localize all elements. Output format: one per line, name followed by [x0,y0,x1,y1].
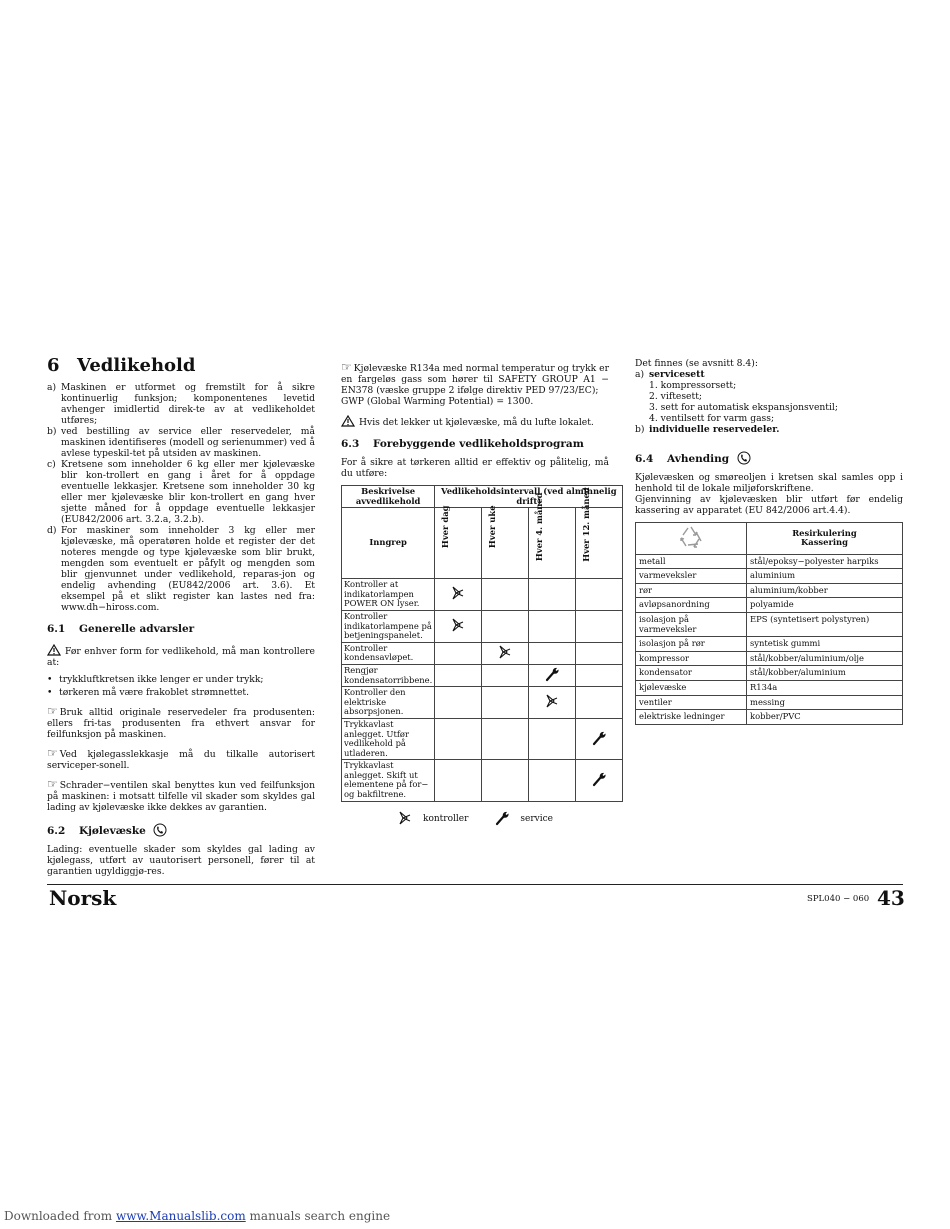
legend-label: kontroller [423,814,469,825]
material-cell: messing [747,695,903,710]
interval-cell [576,687,623,719]
list-text: ved bestilling av service eller reservedeler, må maskinen identifiseres (modell og serienummer) ved å avlese typeskil-tet på utsiden av maskinen. [61,426,315,459]
table-row [342,610,623,642]
table-row [342,642,623,664]
interval-cell [576,579,623,611]
list-title: servicesett [649,369,705,380]
info-note [341,362,609,407]
interval-cell [435,687,482,719]
interval-cell [482,664,529,686]
table-row [342,664,623,686]
interval-cell [482,687,529,719]
column-middle [341,356,617,830]
interval-header [482,505,529,579]
list-title: individuelle reservedeler. [649,424,780,435]
list-label: b) [47,426,57,437]
list-label: b) [635,424,645,435]
component-cell: elektriske ledninger [636,710,747,725]
footer-model: SPL040 − 060 [807,894,870,904]
task-cell: Kontroller at indikatorlampen POWER ON lyser. [342,579,435,611]
table-row [636,666,903,681]
interval-cell [576,664,623,686]
table-row [636,612,903,636]
phone-icon [153,823,167,837]
list-item [635,424,903,435]
sub-list [635,380,903,424]
material-cell: stål/epoksy−polyester harpiks [747,554,903,569]
pointing-hand-icon: ☞ [47,746,58,760]
check-icon [497,652,513,662]
intro-list [47,382,315,613]
subsection-title: Generelle advarsler [79,623,195,635]
note-text: Schrader−ventilen skal benyttes kun ved feilfunksjon på maskinen: i motsatt tilfelle vil skader som skyldes gal lading av kjølevæske ikke dekkes av garantien. [47,780,315,813]
subsection-title: Kjølevæske [79,825,146,837]
interval-header [529,492,576,579]
component-cell: kondensator [636,666,747,681]
list-item [47,426,315,459]
table-row [342,687,623,719]
list-item [47,459,315,525]
table-row [636,554,903,569]
refrigerant-text: Lading: eventuelle skader som skyldes gal lading av kjølegass, utført av uautorisert personell, fører til at garantien ugyldiggjø-res. [47,844,315,877]
download-suffix: manuals search engine [249,1209,391,1223]
list-label: d) [47,525,57,536]
warning-note [341,415,609,428]
warning-text: Hvis det lekker ut kjølevæske, må du lufte lokalet. [359,417,594,428]
phone-icon [737,451,751,465]
interval-cell [435,760,482,801]
sub-list-item: 2. viftesett; [649,391,702,402]
disposal-text: Gjenvinning av kjølevæsken blir utført før endelig kassering av apparatet (EU 842/2006 art.4.4). [635,494,903,516]
table-header [747,523,903,555]
table-row [342,579,623,611]
list-item [635,369,903,380]
column-left [47,356,315,883]
table-row [636,637,903,652]
check-icon [450,625,466,635]
interval-label: Hver 12. måned [581,487,592,562]
list-item [47,525,315,613]
interval-cell [482,760,529,801]
material-cell: R134a [747,680,903,695]
subsection-heading-6-1 [47,623,315,636]
list-text: Kretsene som inneholder 6 kg eller mer kjølevæske blir kon-trollert en gang i året for å oppdage eventuelle lekkasjer. Kretsene som inneholder 30 kg eller mer kjølevæske blir kon-trollert en gang hver sjette måned for å oppdage eventuelle lekkasjer (EU842/2006 art. 3.2.a, 3.2.b). [61,459,315,525]
section-heading [47,356,315,376]
list-item [47,382,315,426]
info-note [47,748,315,771]
table-row [342,760,623,801]
table-row [636,583,903,598]
subsection-number: 6.1 [47,623,66,635]
bullet-list [47,674,315,698]
interval-cell [482,610,529,642]
subsection-heading-6-3 [341,438,609,451]
section-title: Vedlikehold [77,355,196,376]
task-cell: Rengjør kondensatorribbene. [342,664,435,686]
table-row [342,718,623,759]
note-text: Bruk alltid originale reservedeler fra produsenten: ellers fri-tas produsenten fra ethvert ansvar for feilfunksjon på maskinen. [47,707,315,740]
subsection-number: 6.3 [341,438,360,450]
warning-note [47,644,315,668]
interval-cell [529,687,576,719]
interval-cell [482,579,529,611]
component-cell: kompressor [636,651,747,666]
info-note [47,706,315,740]
interval-cell [576,610,623,642]
warning-icon [47,644,61,656]
component-cell: avløpsanordning [636,598,747,613]
subsection-title: Avhending [667,453,730,465]
component-cell: isolasjon på rør [636,637,747,652]
subsection-heading-6-4 [635,451,903,466]
warning-icon [341,415,355,427]
interval-header [576,487,623,579]
download-notice [4,1209,390,1223]
legend [341,810,609,830]
material-cell: aluminium/kobber [747,583,903,598]
interval-label: Hver 4. måned [534,492,545,562]
note-text: Ved kjølegasslekkasje må du tilkalle autorisert serviceper-sonell. [47,749,315,771]
material-cell: polyamide [747,598,903,613]
table-row [636,651,903,666]
header-line: Resirkulering [792,527,857,538]
material-cell: EPS (syntetisert polystyren) [747,612,903,636]
check-icon [397,810,413,830]
check-icon [450,593,466,603]
material-cell: syntetisk gummi [747,637,903,652]
pointing-hand-icon: ☞ [47,704,58,718]
interval-cell [482,642,529,664]
interval-cell [529,664,576,686]
task-cell: Trykkavlast anlegget. Skift ut elementene på for− og bakfiltrene. [342,760,435,801]
interval-cell [576,760,623,801]
material-cell: stål/kobber/aluminium [747,666,903,681]
list-text: For maskiner som inneholder 3 kg eller mer kjølevæske, må operatøren holde et register der det noteres mengde og type kjølevæske som blir brukt, mengden som eventuelt er påfylt og mengden som blir gjenvunnet under vedlikehold, reparas-jon og endelig avhending (EU842/2006 art. 3.6). Et eksempel på et slikt register kan lastes ned fra: www.dh−hiross.com. [61,525,315,613]
interval-cell [529,718,576,759]
column-right [635,356,903,725]
subsection-number: 6.4 [635,453,654,465]
footer-language: Norsk [49,886,117,910]
recycle-icon [677,524,705,550]
wrench-icon [591,738,607,748]
maintenance-table [341,485,623,802]
sub-list-item: 3. sett for automatisk ekspansjonsventil; [649,402,838,413]
interval-label: Hver dag [440,505,451,548]
info-note [47,779,315,813]
note-text: Kjølevæske R134a med normal temperatur og trykk er en fargeløs gass som hører til SAFETY GROUP A1 − EN378 (væske gruppe 2 ifølge direktiv PED 97/23/EC); [341,363,609,396]
interval-label: Hver uke [487,505,498,549]
subsection-heading-6-2 [47,823,315,838]
table-header: Beskrivelse avvedlikehold [342,486,435,508]
interval-cell [435,664,482,686]
table-row [636,569,903,584]
check-icon [544,701,560,711]
manualslib-link[interactable]: www.Manualslib.com [115,1209,246,1223]
interval-header [435,505,482,579]
recycle-icon-cell [636,523,747,555]
material-cell: kobber/PVC [747,710,903,725]
spare-parts-intro: Det finnes (se avsnitt 8.4): [635,358,758,369]
component-cell: isolasjon på varmeveksler [636,612,747,636]
wrench-icon [494,810,510,830]
sub-list-item: 4. ventilsett for varm gass; [649,413,775,424]
list-item: • trykkluftkretsen ikke lenger er under trykk; [47,674,315,685]
subsection-title: Forebyggende vedlikeholdsprogram [373,438,584,450]
task-cell: Kontroller den elektriske absorpsjonen. [342,687,435,719]
list-item: • tørkeren må være frakoblet strømnettet. [47,687,315,698]
table-header: Inngrep [342,508,435,579]
footer-rule [47,884,903,885]
material-cell: stål/kobber/aluminium/olje [747,651,903,666]
component-cell: kjølevæske [636,680,747,695]
table-row [636,598,903,613]
interval-cell [435,642,482,664]
note-text: GWP (Global Warming Potential) = 1300. [341,396,534,407]
legend-label: service [520,814,553,825]
page-number: 43 [877,886,905,910]
interval-cell [529,610,576,642]
interval-cell [435,718,482,759]
task-cell: Kontroller indikatorlampene på betjeningspanelet. [342,610,435,642]
pointing-hand-icon: ☞ [47,777,58,791]
wrench-icon [544,674,560,684]
maintenance-intro: For å sikre at tørkeren alltid er effektiv og pålitelig, må du utføre: [341,457,609,479]
subsection-number: 6.2 [47,825,66,837]
table-row [636,695,903,710]
component-cell: ventiler [636,695,747,710]
list-label: a) [47,382,57,393]
table-row [636,710,903,725]
interval-cell [529,760,576,801]
interval-cell [482,718,529,759]
component-cell: varmeveksler [636,569,747,584]
table-row [636,680,903,695]
disposal-text: Kjølevæsken og smøreoljen i kretsen skal samles opp i henhold til de lokale miljøforskriftene. [635,472,903,494]
section-number: 6 [47,355,60,376]
component-cell: metall [636,554,747,569]
pointing-hand-icon: ☞ [341,360,352,374]
sub-list-item: 1. kompressorsett; [649,380,737,391]
task-cell: Kontroller kondensavløpet. [342,642,435,664]
header-line: Kassering [800,537,848,548]
material-cell: aluminium [747,569,903,584]
interval-cell [435,579,482,611]
wrench-icon [591,779,607,789]
interval-cell [576,642,623,664]
warning-text: Før enhver form for vedlikehold, må man kontrollere at: [47,646,315,668]
recycling-table [635,522,903,725]
list-text: Maskinen er utformet og fremstilt for å sikre kontinuerlig funksjon; komponentenes levetid avhenger imidlertid direk-te av at vedlikeholdet utføres; [61,382,315,426]
component-cell: rør [636,583,747,598]
interval-cell [576,718,623,759]
interval-cell [529,579,576,611]
interval-cell [529,642,576,664]
list-label: a) [635,369,645,380]
table-header: Vedlikeholdsintervall (ved alminnelig drift) [435,486,623,508]
interval-cell [435,610,482,642]
list-label: c) [47,459,56,470]
download-prefix: Downloaded from [4,1209,113,1223]
task-cell: Trykkavlast anlegget. Utfør vedlikehold på utladeren. [342,718,435,759]
